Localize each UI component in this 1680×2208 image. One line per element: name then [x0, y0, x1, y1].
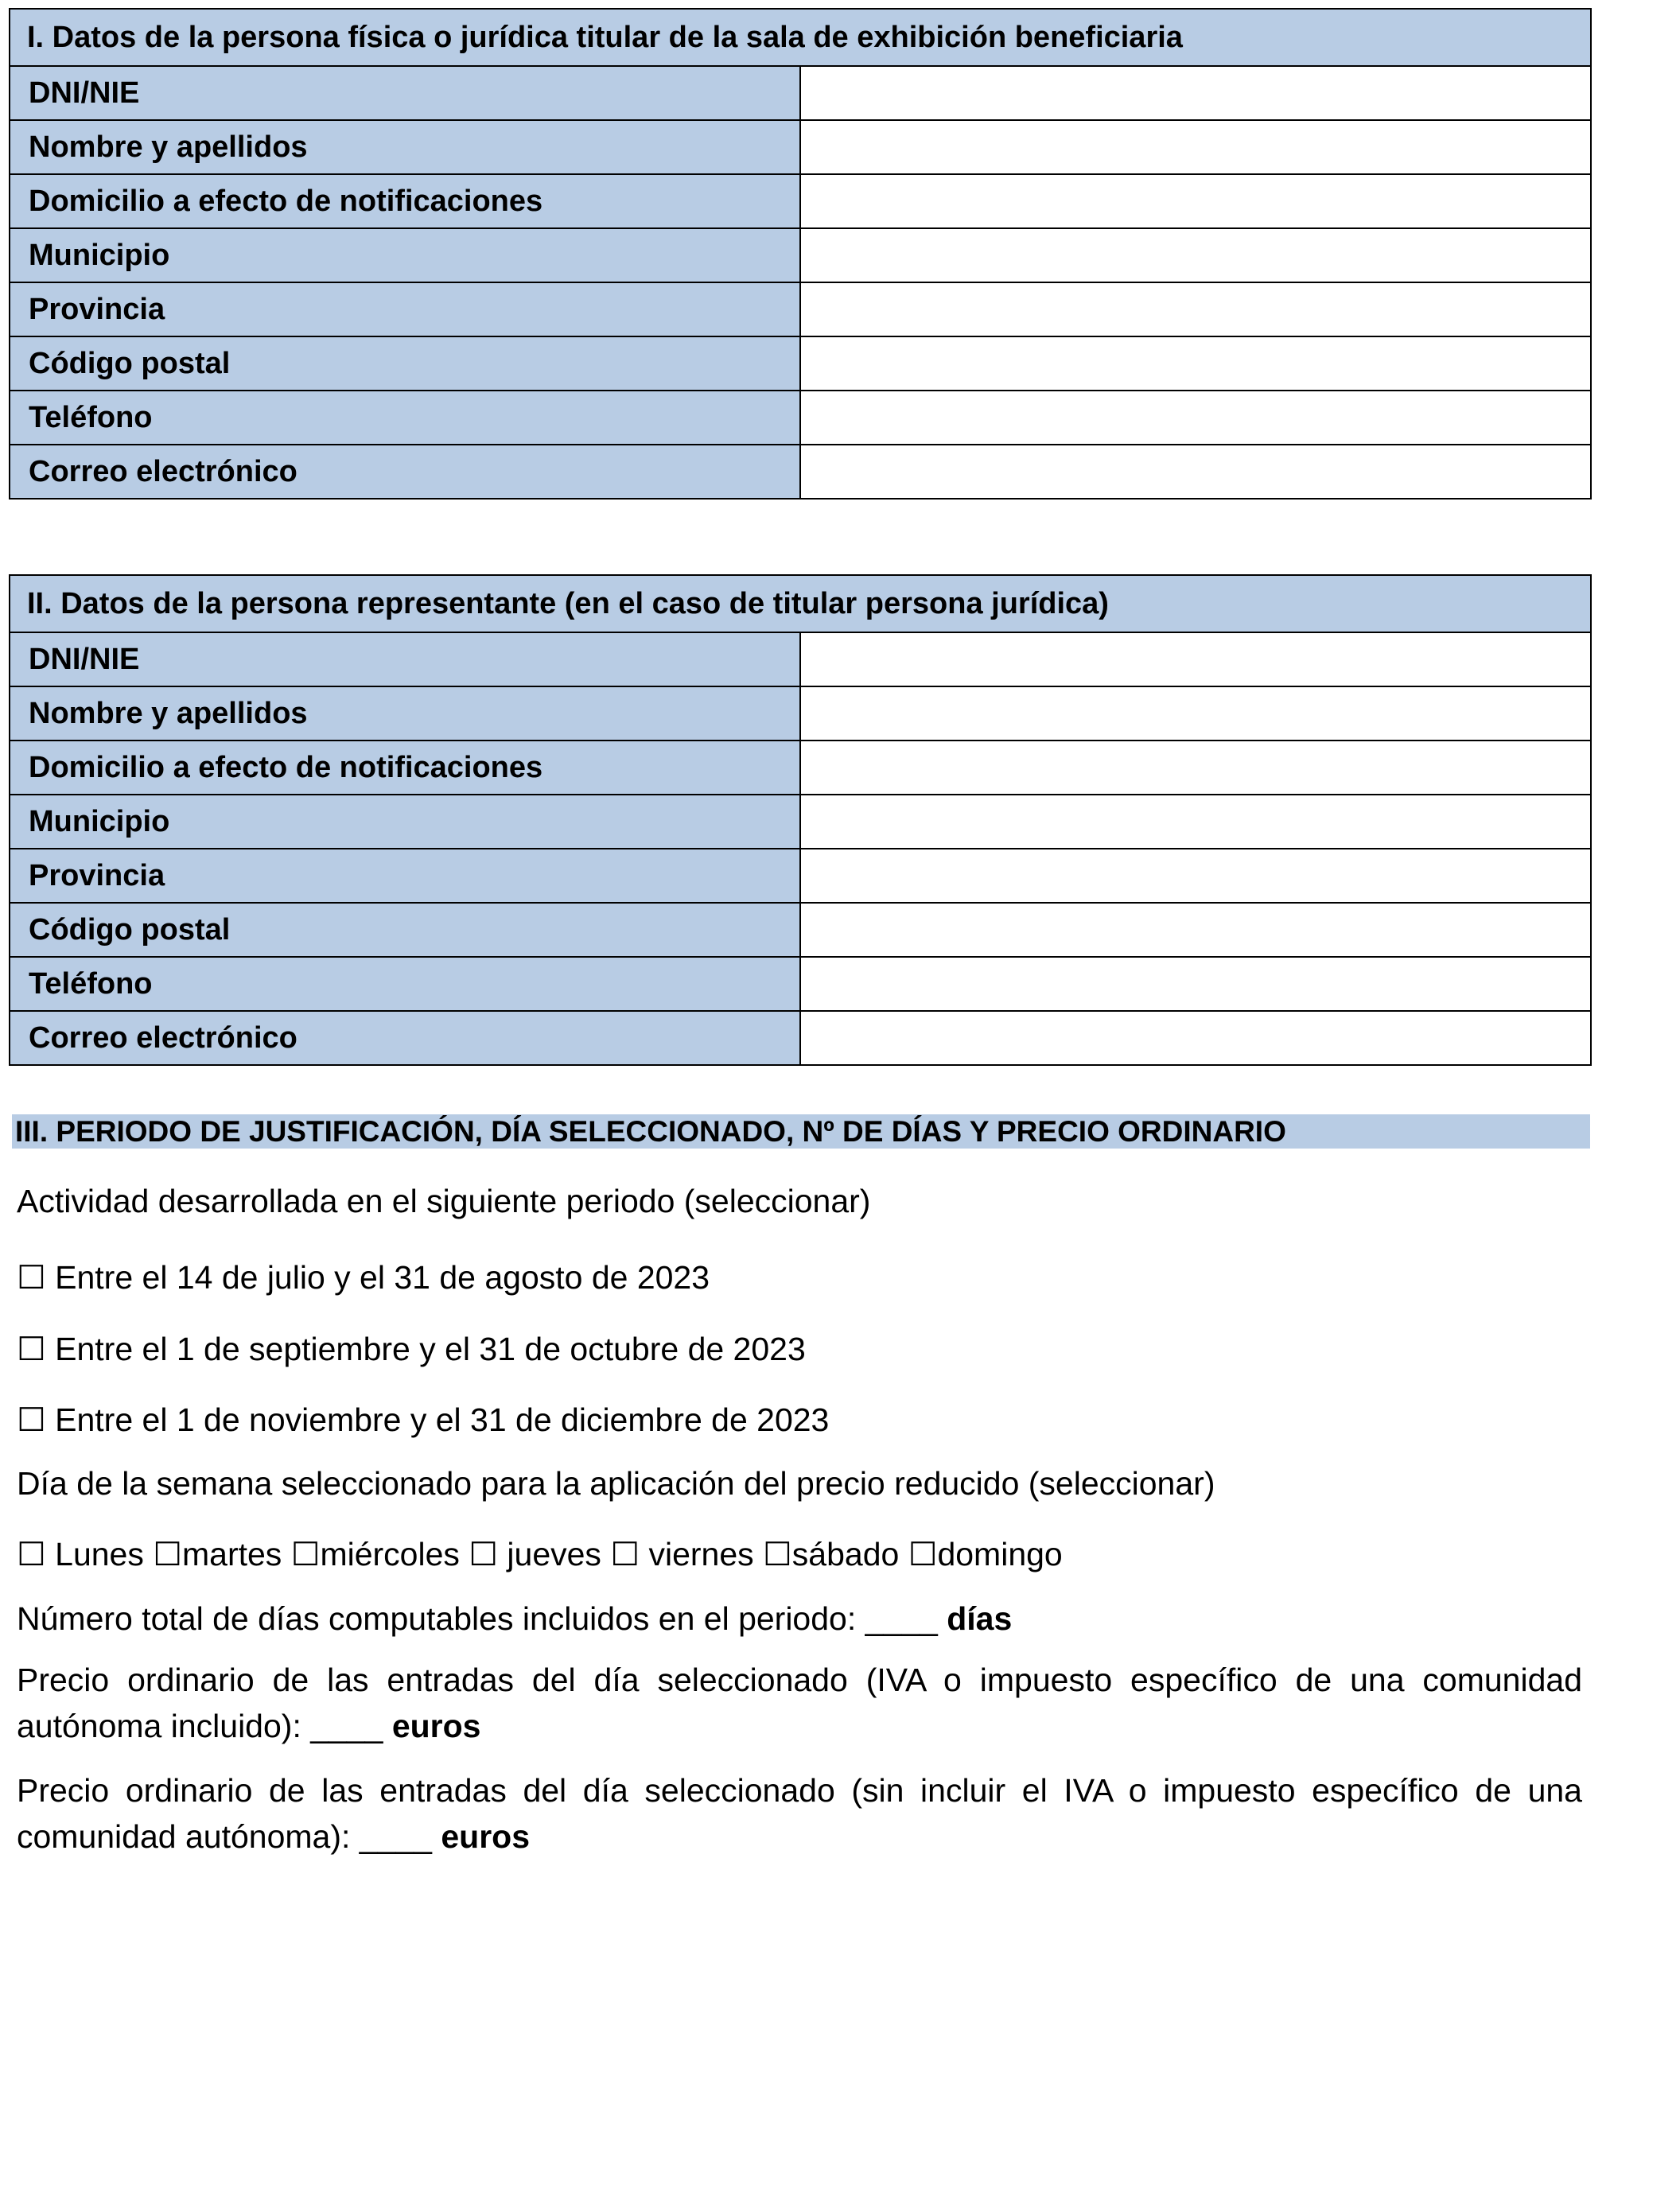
field-value-municipality[interactable] [800, 795, 1591, 849]
field-label-address: Domicilio a efecto de notificaciones [10, 741, 800, 795]
period-prompt: Actividad desarrollada en el siguiente periodo (seleccionar) [17, 1183, 871, 1219]
field-value-name[interactable] [800, 120, 1591, 174]
field-value-name[interactable] [800, 686, 1591, 741]
field-label-email: Correo electrónico [10, 445, 800, 499]
total-days-line [17, 1596, 1592, 1642]
field-label-phone: Teléfono [10, 391, 800, 445]
field-label-postal-code: Código postal [10, 336, 800, 391]
price-with-vat-unit: euros [391, 1708, 481, 1744]
period-option-3[interactable]: ☐ Entre el 1 de noviembre y el 31 de diciembre de 2023 [17, 1401, 830, 1438]
field-label-email: Correo electrónico [10, 1011, 800, 1065]
section-1-title: I. Datos de la persona física o jurídica titular de la sala de exhibición beneficiaria [10, 9, 1591, 66]
field-value-dni[interactable] [800, 66, 1591, 120]
field-value-dni[interactable] [800, 632, 1591, 686]
field-label-name: Nombre y apellidos [10, 120, 800, 174]
price-with-vat-line [17, 1657, 1582, 1749]
price-without-vat-line [17, 1767, 1582, 1860]
field-value-address[interactable] [800, 741, 1591, 795]
weekday-checkboxes[interactable]: ☐ Lunes ☐martes ☐miércoles ☐ jueves ☐ viernes ☐sábado ☐domingo [17, 1536, 1063, 1572]
period-option-2[interactable]: ☐ Entre el 1 de septiembre y el 31 de octubre de 2023 [17, 1331, 806, 1367]
price-with-vat-text: Precio ordinario de las entradas del día seleccionado (IVA o impuesto específico de una comunidad autónoma incluido): ____ [17, 1662, 1582, 1744]
field-value-phone[interactable] [800, 957, 1591, 1011]
field-value-email[interactable] [800, 445, 1591, 499]
period-option-1[interactable]: ☐ Entre el 14 de julio y el 31 de agosto de 2023 [17, 1259, 710, 1296]
representative-data-table [9, 574, 1592, 1066]
field-value-postal-code[interactable] [800, 903, 1591, 957]
field-label-dni: DNI/NIE [10, 66, 800, 120]
field-value-postal-code[interactable] [800, 336, 1591, 391]
field-label-dni: DNI/NIE [10, 632, 800, 686]
field-label-name: Nombre y apellidos [10, 686, 800, 741]
field-label-province: Provincia [10, 282, 800, 336]
price-without-vat-text: Precio ordinario de las entradas del día seleccionado (sin incluir el IVA o impuesto específico de una comunidad autónoma): ____ [17, 1772, 1582, 1855]
section-3-title: III. PERIODO DE JUSTIFICACIÓN, DÍA SELECCIONADO, Nº DE DÍAS Y PRECIO ORDINARIO [12, 1114, 1590, 1149]
price-without-vat-unit: euros [441, 1818, 531, 1855]
field-label-municipality: Municipio [10, 795, 800, 849]
field-value-province[interactable] [800, 849, 1591, 903]
field-label-municipality: Municipio [10, 228, 800, 282]
section-2-title: II. Datos de la persona representante (en el caso de titular persona jurídica) [10, 575, 1591, 632]
field-label-province: Provincia [10, 849, 800, 903]
field-label-phone: Teléfono [10, 957, 800, 1011]
field-value-email[interactable] [800, 1011, 1591, 1065]
total-days-unit: días [947, 1600, 1013, 1637]
total-days-text: Número total de días computables incluidos en el periodo: ____ [17, 1600, 947, 1637]
day-prompt: Día de la semana seleccionado para la aplicación del precio reducido (seleccionar) [17, 1465, 1215, 1502]
field-value-province[interactable] [800, 282, 1591, 336]
field-value-phone[interactable] [800, 391, 1591, 445]
field-label-address: Domicilio a efecto de notificaciones [10, 174, 800, 228]
field-label-postal-code: Código postal [10, 903, 800, 957]
titular-data-table [9, 8, 1592, 500]
field-value-address[interactable] [800, 174, 1591, 228]
field-value-municipality[interactable] [800, 228, 1591, 282]
